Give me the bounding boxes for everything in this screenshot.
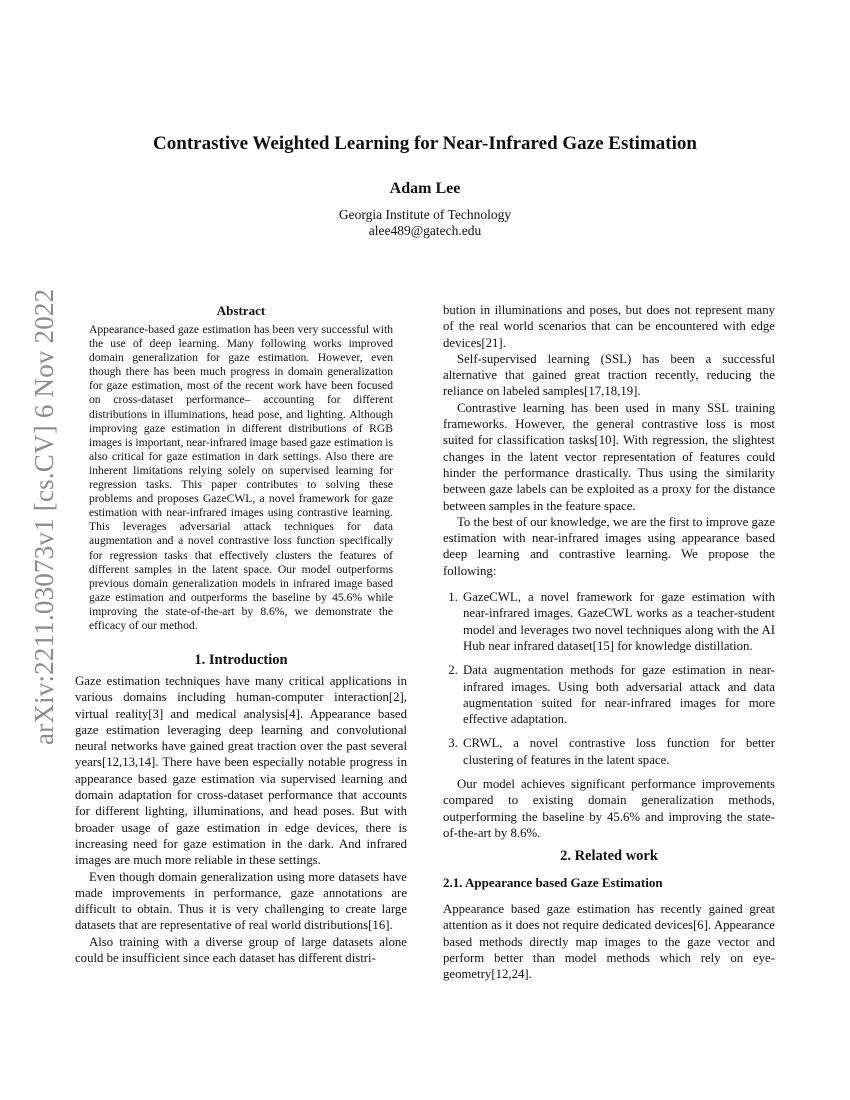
right-paragraph-1: bution in illuminations and poses, but does not represent many of the real world scenarios that can be encountered with edge devices[21]. — [443, 303, 775, 350]
intro-paragraph-2: Even though domain generalization using more datasets have made improvements in performance, gaze annotations are difficult to obtain. Thus it is very challenging to create large datasets that are representative of real world distributions[16]. — [75, 869, 407, 933]
abstract-text: Appearance-based gaze estimation has been very successful with the use of deep learning. Many following works improved domain generalization for gaze estimation. However, even though there has been much progress in domain generalization for gaze estimation, most of the recent work have been focused on cross-dataset performance– accounting for different distributions in illuminations, head pose, and lighting. Although improving gaze estimation in different distributions of RGB images is important, near-infrared image based gaze estimation is also critical for gaze estimation in dark settings. Also there are inherent limitations relying solely on supervised learning for regression tasks. This paper contributes to solving these problems and proposes GazeCWL, a novel framework for gaze estimation with near-infrared images using contrastive learning. This leverages adversarial attack techniques for data augmentation and a novel contrastive loss function specifically for regression tasks that effectively clusters the features of different samples in the latent space. Our model outperforms previous domain generalization models in infrared image based gaze estimation and outperforms the baseline by 45.6% while improving the state-of-the-art by 8.6%, we demonstrate the efficacy of our method. — [89, 323, 393, 632]
right-column-intro-continued — [443, 302, 775, 841]
contribution-item: 1. GazeCWL, a novel framework for gaze estimation with near-infrared images. GazeCWL works as a teacher-student model and leverages two novel techniques along with the AI Hub near infrared dataset[15] for knowledge distillation. — [461, 589, 775, 654]
arxiv-identifier: arXiv:2211.03073v1 [cs.CV] 6 Nov 2022 — [29, 288, 59, 745]
intro-paragraph-3: Also training with a diverse group of large datasets alone could be insufficient since each dataset has different distri- — [75, 934, 407, 966]
author-name: Adam Lee — [389, 180, 461, 197]
contributions-list — [443, 589, 775, 768]
subsection-body: Appearance based gaze estimation has recently gained great attention as it does not require dedicated devices[6]. Appearance based methods directly map images to the gaze vector and perform better than model methods which rely on eye-geometry[12,24]. — [443, 902, 775, 982]
author-affiliation-block — [200, 207, 650, 239]
introduction-body — [75, 673, 407, 966]
abstract-heading: Abstract — [216, 303, 266, 318]
contribution-item: 2. Data augmentation methods for gaze estimation in near-infrared images. Using both adversarial attack and data augmentation suited for near-infrared images for more effective adaptation. — [461, 662, 775, 727]
paper-title: Contrastive Weighted Learning for Near-Infrared Gaze Estimation — [153, 133, 697, 154]
intro-paragraph-1: Gaze estimation techniques have many critical applications in various domains including human-computer interaction[2], virtual reality[3] and medical analysis[4]. Appearance based gaze estimation leveraging deep learning and convolutional neural networks have gained great traction over the past several years[12,13,14]. There have been especially notable progress in appearance based gaze estimation via supervised learning and domain adaptation for cross-dataset performance that accounts for different lighting, illuminations, and head poses. But with broader usage of gaze estimation in edge devices, there is increasing need for gaze estimation in the dark. And infrared images are much more reliable in these settings. — [75, 674, 407, 868]
right-paragraph-4: To the best of our knowledge, we are the first to improve gaze estimation with near-infrared images using appearance based deep learning and contrastive learning. We propose the following: — [443, 514, 775, 578]
related-work-heading: 2. Related work — [560, 848, 658, 864]
affiliation: Georgia Institute of Technology — [338, 207, 512, 222]
contribution-item: 3. CRWL, a novel contrastive loss function for better clustering of features in the latent space. — [461, 735, 775, 768]
subsection-heading: 2.1. Appearance based Gaze Estimation — [443, 875, 663, 890]
right-paragraph-2: Self-supervised learning (SSL) has been a successful alternative that gained great traction recently, reducing the reliance on labeled samples[17,18,19]. — [443, 351, 775, 399]
author-email: alee489@gatech.edu — [368, 223, 482, 238]
introduction-heading: 1. Introduction — [194, 652, 288, 668]
right-paragraph-3: Contrastive learning has been used in many SSL training frameworks. However, the general contrastive loss is most suited for classification tasks[10]. With regression, the slightest changes in the latent vector representation of features could hinder the performance drastically. Thus using the similarity between gaze labels can be exploited as a proxy for the distance between samples in the feature space. — [443, 400, 775, 513]
closing-paragraph: Our model achieves significant performance improvements compared to existing domain generalization methods, outperforming the baseline by 45.6% and improving the state-of-the-art by 8.6%. — [443, 777, 775, 840]
